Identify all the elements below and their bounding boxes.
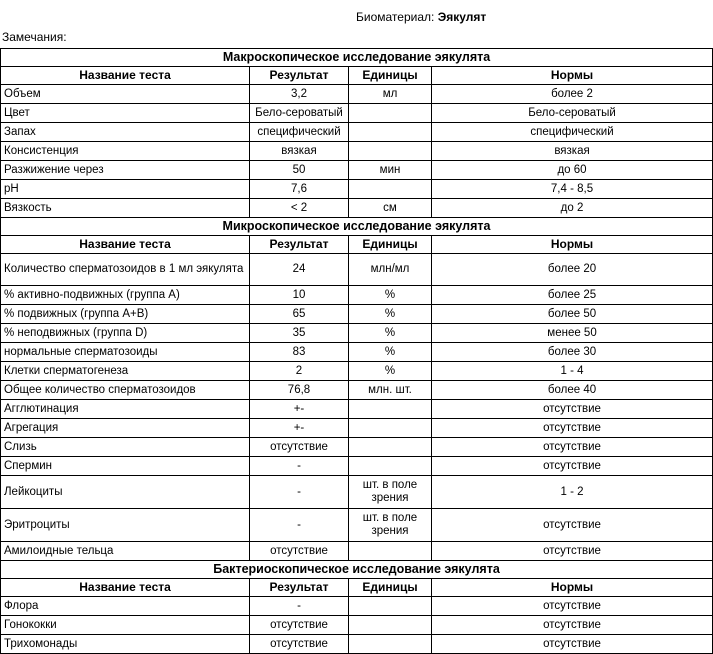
column-header-result: Результат <box>250 236 349 254</box>
result-cell: отсутствие <box>250 635 349 654</box>
test-name-cell: Запах <box>1 123 250 142</box>
column-header-norms: Нормы <box>432 579 713 597</box>
norm-cell: отсутствие <box>432 635 713 654</box>
test-name-cell: Общее количество сперматозоидов <box>1 381 250 400</box>
result-cell: - <box>250 457 349 476</box>
test-name-cell: Амилоидные тельца <box>1 542 250 561</box>
table-row <box>1 254 713 286</box>
norm-cell: отсутствие <box>432 509 713 542</box>
table-row <box>1 286 713 305</box>
norm-cell: более 25 <box>432 286 713 305</box>
section-title-row-bact <box>1 561 713 579</box>
units-cell <box>349 597 432 616</box>
norm-cell: более 40 <box>432 381 713 400</box>
units-cell: % <box>349 362 432 381</box>
units-cell <box>349 180 432 199</box>
column-header-units: Единицы <box>349 579 432 597</box>
result-cell: +- <box>250 400 349 419</box>
table-row <box>1 476 713 509</box>
table-row <box>1 324 713 343</box>
section-title-row-micro <box>1 218 713 236</box>
table-row <box>1 104 713 123</box>
test-name-cell: Спермин <box>1 457 250 476</box>
units-cell <box>349 616 432 635</box>
units-cell: млн/мл <box>349 254 432 286</box>
norm-cell: до 60 <box>432 161 713 180</box>
table-row <box>1 616 713 635</box>
test-name-cell: Цвет <box>1 104 250 123</box>
table-row <box>1 161 713 180</box>
test-name-cell: Лейкоциты <box>1 476 250 509</box>
test-name-cell: Эритроциты <box>1 509 250 542</box>
result-cell: специфический <box>250 123 349 142</box>
units-cell: мин <box>349 161 432 180</box>
norm-cell: отсутствие <box>432 400 713 419</box>
units-cell: % <box>349 324 432 343</box>
table-row <box>1 381 713 400</box>
norm-cell: до 2 <box>432 199 713 218</box>
units-cell: % <box>349 343 432 362</box>
table-row <box>1 123 713 142</box>
section-title: Бактериоскопическое исследование эякулята <box>1 561 713 579</box>
section-title-row-macro <box>1 49 713 67</box>
test-name-cell: Консистенция <box>1 142 250 161</box>
units-cell: млн. шт. <box>349 381 432 400</box>
table-row <box>1 343 713 362</box>
result-cell: - <box>250 597 349 616</box>
units-cell <box>349 457 432 476</box>
norm-cell: Бело-сероватый <box>432 104 713 123</box>
units-cell <box>349 142 432 161</box>
column-header-name: Название теста <box>1 579 250 597</box>
table-row <box>1 142 713 161</box>
test-name-cell: нормальные сперматозоиды <box>1 343 250 362</box>
test-name-cell: Слизь <box>1 438 250 457</box>
norm-cell: 1 - 2 <box>432 476 713 509</box>
test-name-cell: Агглютинация <box>1 400 250 419</box>
table-row <box>1 542 713 561</box>
biomaterial-line <box>356 10 486 24</box>
norm-cell: отсутствие <box>432 438 713 457</box>
column-header-name: Название теста <box>1 236 250 254</box>
section-title: Микроскопическое исследование эякулята <box>1 218 713 236</box>
test-name-cell: Гонококки <box>1 616 250 635</box>
result-cell: отсутствие <box>250 438 349 457</box>
test-name-cell: Клетки сперматогенеза <box>1 362 250 381</box>
norm-cell: отсутствие <box>432 542 713 561</box>
test-name-cell: Агрегация <box>1 419 250 438</box>
result-cell: 76,8 <box>250 381 349 400</box>
test-name-cell: Разжижение через <box>1 161 250 180</box>
table-row <box>1 419 713 438</box>
test-name-cell: Трихомонады <box>1 635 250 654</box>
result-cell: 35 <box>250 324 349 343</box>
column-header-units: Единицы <box>349 67 432 85</box>
table-row <box>1 635 713 654</box>
remarks-label: Замечания: <box>2 30 67 44</box>
column-header-row <box>1 67 713 85</box>
test-name-cell: % активно-подвижных (группа А) <box>1 286 250 305</box>
result-cell: отсутствие <box>250 542 349 561</box>
result-cell: 65 <box>250 305 349 324</box>
norm-cell: 1 - 4 <box>432 362 713 381</box>
results-table <box>0 48 713 654</box>
units-cell: % <box>349 305 432 324</box>
table-row <box>1 400 713 419</box>
table-row <box>1 509 713 542</box>
norm-cell: отсутствие <box>432 597 713 616</box>
units-cell <box>349 438 432 457</box>
units-cell: шт. в поле зрения <box>349 509 432 542</box>
test-name-cell: Флора <box>1 597 250 616</box>
units-cell: мл <box>349 85 432 104</box>
table-row <box>1 457 713 476</box>
test-name-cell: % неподвижных (группа D) <box>1 324 250 343</box>
units-cell <box>349 123 432 142</box>
norm-cell: отсутствие <box>432 419 713 438</box>
table-row <box>1 597 713 616</box>
column-header-row <box>1 236 713 254</box>
results-table-body <box>1 49 713 654</box>
norm-cell: менее 50 <box>432 324 713 343</box>
result-cell: Бело-сероватый <box>250 104 349 123</box>
test-name-cell: pH <box>1 180 250 199</box>
result-cell: 50 <box>250 161 349 180</box>
units-cell: шт. в поле зрения <box>349 476 432 509</box>
column-header-units: Единицы <box>349 236 432 254</box>
table-row <box>1 305 713 324</box>
column-header-result: Результат <box>250 579 349 597</box>
test-name-cell: Объем <box>1 85 250 104</box>
table-row <box>1 85 713 104</box>
result-cell: < 2 <box>250 199 349 218</box>
norm-cell: вязкая <box>432 142 713 161</box>
table-row <box>1 362 713 381</box>
column-header-row <box>1 579 713 597</box>
column-header-result: Результат <box>250 67 349 85</box>
result-cell: 2 <box>250 362 349 381</box>
result-cell: 83 <box>250 343 349 362</box>
test-name-cell: Вязкость <box>1 199 250 218</box>
norm-cell: более 50 <box>432 305 713 324</box>
column-header-norms: Нормы <box>432 67 713 85</box>
units-cell: % <box>349 286 432 305</box>
test-name-cell: % подвижных (группа А+В) <box>1 305 250 324</box>
units-cell <box>349 419 432 438</box>
result-cell: 24 <box>250 254 349 286</box>
result-cell: +- <box>250 419 349 438</box>
section-title: Макроскопическое исследование эякулята <box>1 49 713 67</box>
units-cell <box>349 542 432 561</box>
result-cell: - <box>250 476 349 509</box>
table-row <box>1 180 713 199</box>
units-cell <box>349 400 432 419</box>
result-cell: вязкая <box>250 142 349 161</box>
result-cell: - <box>250 509 349 542</box>
column-header-name: Название теста <box>1 67 250 85</box>
norm-cell: более 2 <box>432 85 713 104</box>
norm-cell: 7,4 - 8,5 <box>432 180 713 199</box>
result-cell: 7,6 <box>250 180 349 199</box>
norm-cell: отсутствие <box>432 616 713 635</box>
result-cell: 10 <box>250 286 349 305</box>
norm-cell: отсутствие <box>432 457 713 476</box>
norm-cell: специфический <box>432 123 713 142</box>
result-cell: 3,2 <box>250 85 349 104</box>
units-cell: см <box>349 199 432 218</box>
biomaterial-label: Биоматериал: <box>356 10 435 24</box>
units-cell <box>349 104 432 123</box>
biomaterial-value: Эякулят <box>437 10 487 24</box>
table-row <box>1 199 713 218</box>
test-name-cell: Количество сперматозоидов в 1 мл эякулята <box>1 254 250 286</box>
units-cell <box>349 635 432 654</box>
norm-cell: более 30 <box>432 343 713 362</box>
column-header-norms: Нормы <box>432 236 713 254</box>
table-row <box>1 438 713 457</box>
result-cell: отсутствие <box>250 616 349 635</box>
norm-cell: более 20 <box>432 254 713 286</box>
